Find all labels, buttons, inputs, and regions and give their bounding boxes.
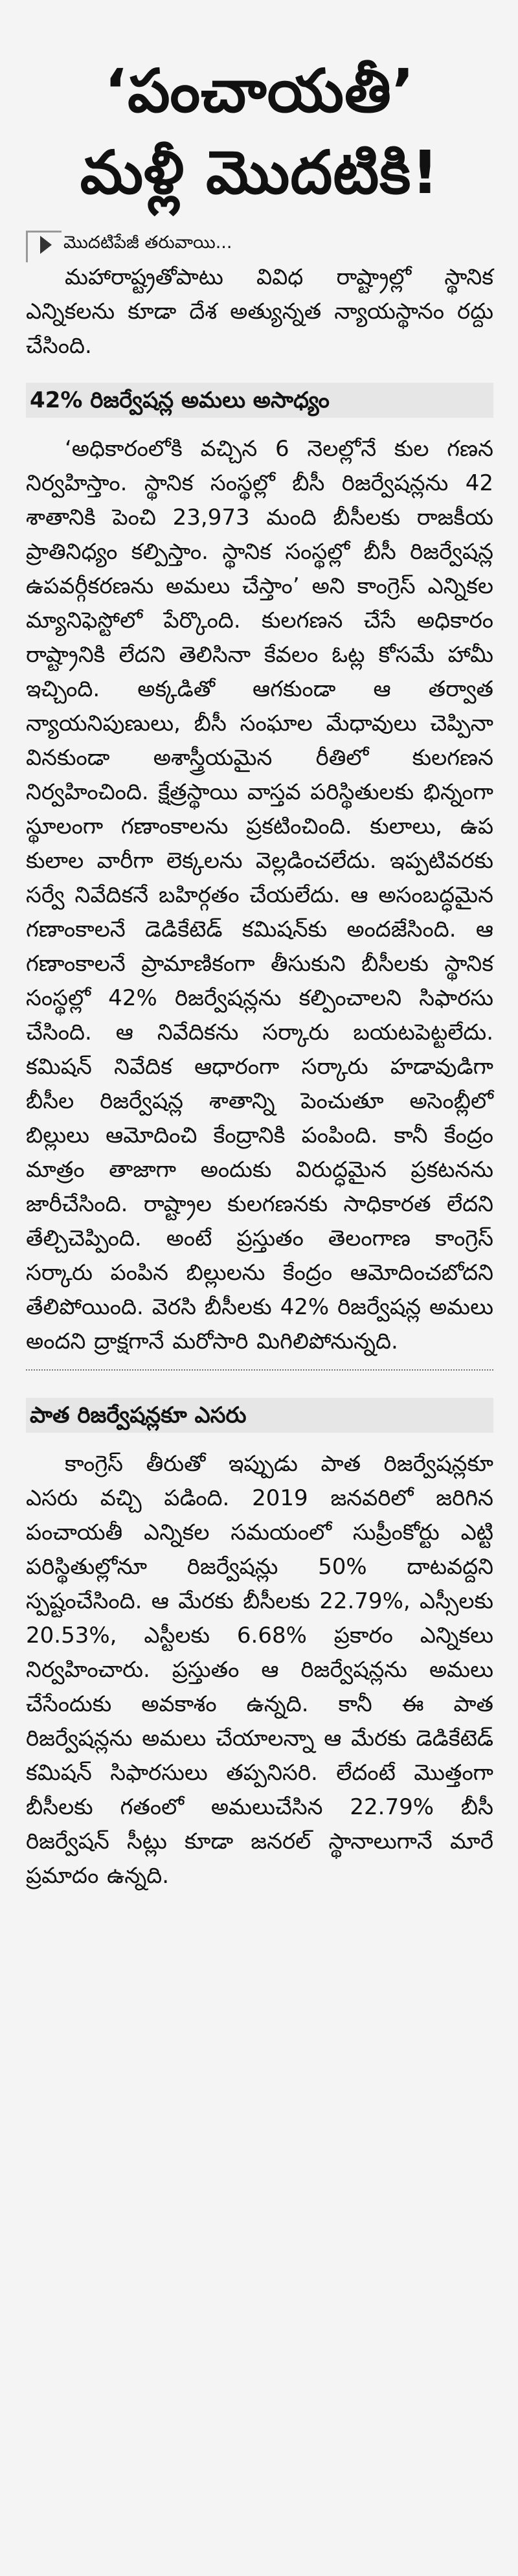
section-heading-old-reservations: పాత రిజర్వేషన్లకూ ఎసరు bbox=[26, 1398, 493, 1433]
kicker-corner-rule bbox=[26, 231, 62, 262]
continuation-kicker bbox=[26, 229, 493, 260]
intro-paragraph: మహారాష్ట్రతోపాటు వివిధ రాష్ట్రాల్లో స్థానిక ఎన్నికలను కూడా దేశ అత్యున్నత న్యాయస్థానం రద్దు చేసింది. bbox=[26, 264, 493, 359]
section-heading-42-percent: 42% రిజర్వేషన్ల అమలు అసాధ్యం bbox=[26, 383, 493, 418]
headline bbox=[26, 0, 493, 214]
kicker-text: మొదటిపేజీ తరువాయి... bbox=[63, 233, 232, 253]
section-1-paragraph: ‘అధికారంలోకి వచ్చిన 6 నెలల్లోనే కుల గణన నిర్వహిస్తాం. స్థానిక సంస్థల్లో బీసీ రిజర్వేషన్లను 42 శాతానికి పెంచి 23,973 మంది బీసీలకు రాజకీయ ప్రాతినిధ్యం కల్పిస్తాం. స్థానిక సంస్థల్లో బీసీ రిజర్వేషన్ల ఉపవర్గీకరణను అమలు చేస్తాం’ అని కాంగ్రెస్ ఎన్నికల మ్యానిఫెస్టోలో పేర్కొంది. కులగణన చేసే అధికారం రాష్ట్రానికి లేదని తెలిసినా కేవలం ఓట్ల కోసమే హామీ ఇచ్చింది. అక్కడితో ఆగకుండా ఆ తర్వాత న్యాయనిపుణులు, బీసీ సంఘాల మేధావులు చెప్పినా వినకుండా అశాస్త్రీయమైన రీతిలో కులగణన నిర్వహించింది. క్షేత్రస్థాయి వాస్తవ పరిస్థితులకు భిన్నంగా స్థూలంగా గణాంకాలను ప్రకటించింది. కులాలు, ఉప కులాల వారీగా లెక్కలను వెల్లడించలేదు. ఇప్పటివరకు సర్వే నివేదికనే బహిర్గతం చేయలేదు. ఆ అసంబద్ధమైన గణాంకాలనే డెడికేటెడ్ కమిషన్‌కు అందజేసింది. ఆ గణాంకాలనే ప్రామాణికంగా తీసుకుని బీసీలకు స్థానిక సంస్థల్లో 42% రిజర్వేషన్లను కల్పించాలని సిఫారసు చేసింది. ఆ నివేదికను సర్కారు బయటపెట్టలేదు. కమిషన్ నివేదిక ఆధారంగా సర్కారు హడావుడిగా బీసీల రిజర్వేషన్ల శాతాన్ని పెంచుతూ అసెంబ్లీలో బిల్లులు ఆమోదించి కేంద్రానికి పంపింది. కానీ కేంద్రం మాత్రం తాజాగా అందుకు విరుద్ధమైన ప్రకటనను జారీచేసింది. రాష్ట్రాల కులగణనకు సాధికారత లేదని తేల్చిచెప్పింది. అంటే ప్రస్తుతం తెలంగాణ కాంగ్రెస్ సర్కారు పంపిన బిల్లులను కేంద్రం ఆమోదించబోదని తేలిపోయింది. వెరసి బీసీలకు 42% రిజర్వేషన్ల అమలు అందని ద్రాక్షగానే మరోసారి మిగిలిపోనున్నది. bbox=[26, 436, 493, 1354]
section-divider bbox=[26, 1369, 493, 1371]
headline-line-2: మళ్లీ మొదటికి! bbox=[80, 138, 440, 207]
headline-line-1: ‘పంచాయతీ’ bbox=[104, 56, 415, 126]
section-2-paragraph: కాంగ్రెస్ తీరుతో ఇప్పుడు పాత రిజర్వేషన్లకూ ఎసరు వచ్చి పడింది. 2019 జనవరిలో జరిగిన పంచాయతీ ఎన్నికల సమయంలో సుప్రీంకోర్టు ఎట్టి పరిస్థితుల్లోనూ రిజర్వేషన్లు 50% దాటవద్దని స్పష్టంచేసింది. ఆ మేరకు బీసీలకు 22.79%, ఎస్సీలకు 20.53%, ఎస్టీలకు 6.68% ప్రకారం ఎన్నికలు నిర్వహించారు. ప్రస్తుతం ఆ రిజర్వేషన్లను అమలు చేసేందుకు అవకాశం ఉన్నది. కానీ ఈ పాత రిజర్వేషన్లను అమలు చేయాలన్నా ఆ మేరకు డెడికేటెడ్ కమిషన్ సిఫారసులు తప్పనిసరి. లేదంటే మొత్తంగా బీసీలకు గతంలో అమలుచేసిన 22.79% బీసీ రిజర్వేషన్ సీట్లు కూడా జనరల్ స్థానాలుగానే మారే ప్రమాదం ఉన్నది. bbox=[26, 1451, 493, 1889]
